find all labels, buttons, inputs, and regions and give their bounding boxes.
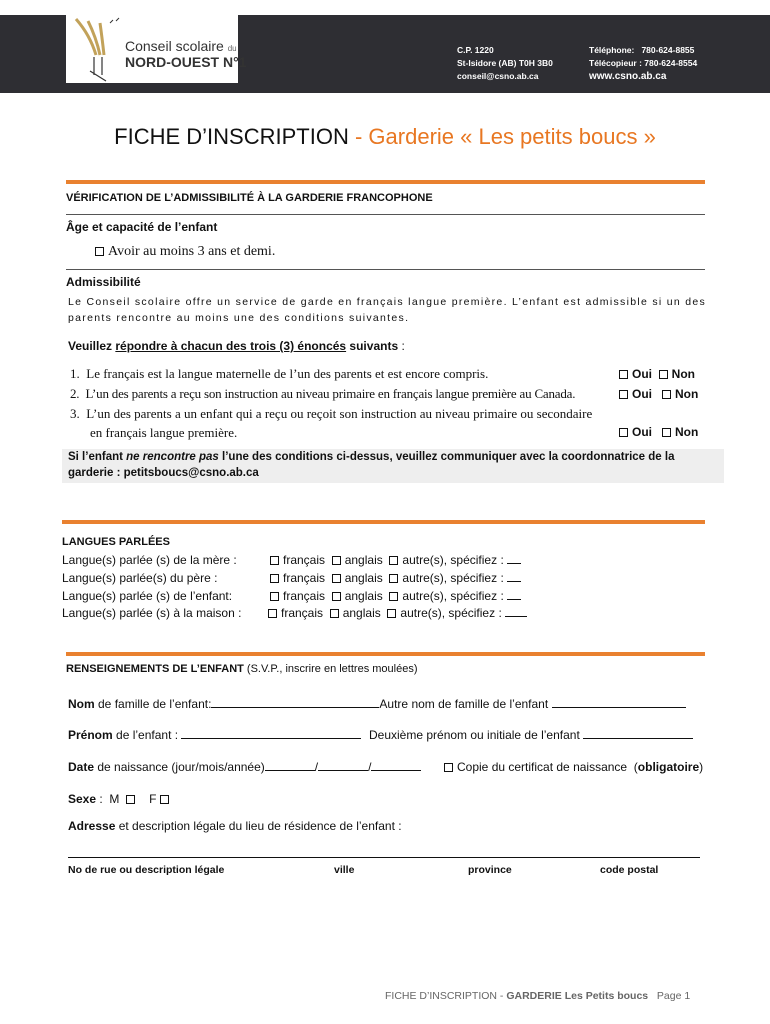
lang-row-mere-label: Langue(s) parlée (s) de la mère : <box>62 553 237 567</box>
checkbox-non-1[interactable] <box>659 370 668 379</box>
adresse-col-rue: No de rue ou description légale <box>68 864 225 876</box>
annee-input-line[interactable] <box>371 760 421 771</box>
nom-input-line[interactable] <box>211 697 379 708</box>
lang-row-maison-options[interactable]: français anglais autre(s), spécifiez : <box>268 606 527 620</box>
checkbox-autre[interactable] <box>389 556 398 565</box>
checkbox-sexe-f[interactable] <box>160 795 169 804</box>
oui-non-3[interactable]: Oui Non <box>619 425 698 439</box>
checkbox-francais[interactable] <box>270 592 279 601</box>
checkbox-oui-1[interactable] <box>619 370 628 379</box>
admissibility-text-line1: Le Conseil scolaire offre un service de garde en français langue première. L’enfant est admissible si un des <box>68 296 707 308</box>
condition-item-2: 2. L’un des parents a reçu son instruction au niveau primaire en français langue première au Canada. <box>70 386 576 401</box>
lang-row-pere-label: Langue(s) parlée(s) du père : <box>62 571 218 585</box>
checkbox-autre[interactable] <box>389 574 398 583</box>
lang-row-enfant-options[interactable]: français anglais autre(s), spécifiez : <box>270 589 521 603</box>
adresse-col-province: province <box>468 864 512 876</box>
checkbox-non-2[interactable] <box>662 390 671 399</box>
contact-email: conseil@csno.ab.ca <box>457 71 539 81</box>
contact-address: St-Isidore (AB) T0H 3B0 <box>457 58 553 68</box>
divider <box>66 269 705 270</box>
section-rule <box>66 652 705 656</box>
blank-field[interactable] <box>507 589 521 600</box>
condition-item-3-cont: en français langue première. <box>90 425 238 440</box>
checkbox-copie-certificat[interactable] <box>444 763 453 772</box>
checkbox-oui-2[interactable] <box>619 390 628 399</box>
checkbox-autre[interactable] <box>389 592 398 601</box>
adresse-label: Adresse et description légale du lieu de résidence de l’enfant : <box>68 819 402 833</box>
checkbox-autre[interactable] <box>387 609 396 618</box>
lang-row-mere-options[interactable]: français anglais autre(s), spécifiez : <box>270 553 521 567</box>
contact-web: www.csno.ab.ca <box>589 71 667 82</box>
checkbox-anglais[interactable] <box>332 592 341 601</box>
section-heading-renseignements: RENSEIGNEMENTS DE L’ENFANT (S.V.P., inscrire en lettres moulées) <box>66 663 418 675</box>
section-rule <box>62 520 705 524</box>
jour-input-line[interactable] <box>265 760 315 771</box>
note-line1: Si l’enfant ne rencontre pas l’une des conditions ci-dessus, veuillez communiquer avec la coordonnatrice de la <box>68 451 675 463</box>
condition-item-1: 1. Le français est la langue maternelle de l’un des parents et est encore compris. <box>70 366 489 381</box>
section-rule <box>66 180 705 184</box>
instruction-line: Veuillez répondre à chacun des trois (3) énoncés suivants : <box>68 339 405 353</box>
checkbox-anglais[interactable] <box>330 609 339 618</box>
checkbox-oui-3[interactable] <box>619 428 628 437</box>
blank-field[interactable] <box>507 553 521 564</box>
lang-row-pere-options[interactable]: français anglais autre(s), spécifiez : <box>270 571 521 585</box>
checkbox-non-3[interactable] <box>662 428 671 437</box>
blank-field[interactable] <box>507 571 521 582</box>
contact-phone: Téléphone: 780-624-8855 <box>589 45 695 55</box>
section-heading-verification: VÉRIFICATION DE L’ADMISSIBILITÉ À LA GARDERIE FRANCOPHONE <box>66 192 433 204</box>
date-naissance-field[interactable]: Date de naissance (jour/mois/année) / / <box>68 760 421 774</box>
checkbox-age[interactable] <box>95 247 104 256</box>
deuxieme-prenom-field[interactable]: Deuxième prénom ou initiale de l’enfant <box>369 728 693 742</box>
prenom-input-line[interactable] <box>181 728 361 739</box>
admissibility-text-line2: parents rencontre au moins une des conditions suivantes. <box>68 312 410 324</box>
checkbox-sexe-m[interactable] <box>126 795 135 804</box>
lang-row-enfant-label: Langue(s) parlée (s) de l’enfant: <box>62 589 233 603</box>
checkbox-francais[interactable] <box>268 609 277 618</box>
sexe-field[interactable]: Sexe : M F <box>68 792 173 806</box>
deuxieme-prenom-input-line[interactable] <box>583 728 693 739</box>
divider <box>66 214 705 215</box>
admissibility-heading: Admissibilité <box>66 275 141 289</box>
adresse-col-ville: ville <box>334 864 355 876</box>
checkbox-francais[interactable] <box>270 556 279 565</box>
lang-row-maison-label: Langue(s) parlée (s) à la maison : <box>62 606 242 620</box>
page-footer: FICHE D’INSCRIPTION - GARDERIE Les Petits boucs Page 1 <box>385 990 691 1002</box>
oui-non-2[interactable]: Oui Non <box>619 387 698 401</box>
condition-item-3: 3. L’un des parents a un enfant qui a reçu ou reçoit son instruction au niveau primaire ou secondaire <box>70 406 593 421</box>
adresse-input-line[interactable] <box>68 857 700 858</box>
copie-certificat-field[interactable]: Copie du certificat de naissance (obligatoire) <box>444 760 703 774</box>
checkbox-anglais[interactable] <box>332 556 341 565</box>
page-title: FICHE D’INSCRIPTION - Garderie « Les petits boucs » <box>114 124 656 149</box>
mois-input-line[interactable] <box>318 760 368 771</box>
note-line2: garderie : petitsboucs@csno.ab.ca <box>68 467 259 479</box>
adresse-col-code-postal: code postal <box>600 864 659 876</box>
section-heading-langues: LANGUES PARLÉES <box>62 536 170 548</box>
checkbox-francais[interactable] <box>270 574 279 583</box>
org-name-line2: NORD-OUEST N°1 <box>125 54 247 70</box>
contact-cp: C.P. 1220 <box>457 45 494 55</box>
blank-field[interactable] <box>505 606 527 617</box>
contact-fax: Télécopieur : 780-624-8554 <box>589 58 698 68</box>
checkbox-anglais[interactable] <box>332 574 341 583</box>
age-heading: Âge et capacité de l’enfant <box>66 220 218 234</box>
oui-non-1[interactable]: Oui Non <box>619 367 695 381</box>
prenom-field[interactable]: Prénom de l’enfant : <box>68 728 361 742</box>
org-name-line1: Conseil scolaire du <box>125 38 237 54</box>
autre-nom-input-line[interactable] <box>552 697 686 708</box>
age-item[interactable]: Avoir au moins 3 ans et demi. <box>95 244 275 260</box>
nom-field[interactable]: Nom de famille de l’enfant: Autre nom de famille de l’enfant <box>68 697 686 711</box>
